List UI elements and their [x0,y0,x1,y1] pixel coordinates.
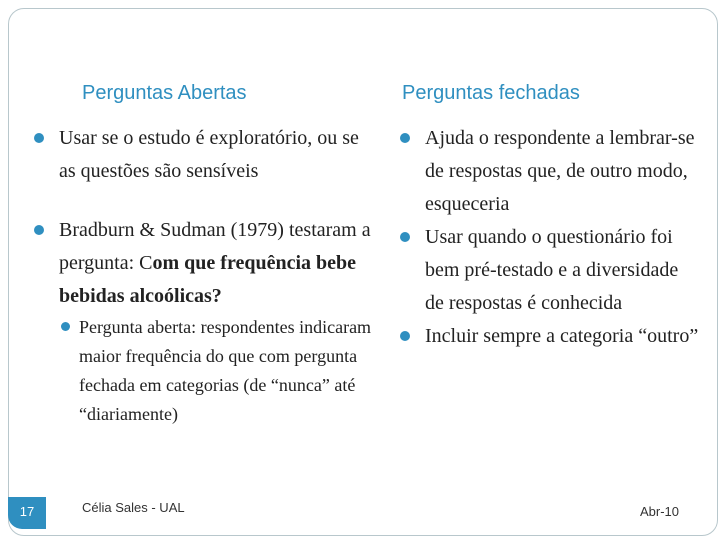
bullet-text: Ajuda o respondente a lembrar-se de respostas que, de outro modo, esqueceria [425,127,695,215]
sub-bullet-text: Pergunta aberta: respondentes indicaram maior frequência do que com pergunta fechada em categorias (de “nunca” até “diariamente) [79,317,372,424]
sub-list-item [59,313,374,429]
bullet-text-bold: om que frequência bebe bebidas alcoólicas? [59,252,357,307]
open-questions-list [34,122,374,429]
list-item [34,122,374,188]
list-item [400,122,700,221]
footer-author: Célia Sales - UAL [82,500,185,515]
list-item [400,221,700,320]
slide-number: 17 [8,497,46,529]
closed-questions-list [400,122,700,353]
footer-date: Abr-10 [640,504,680,519]
list-item [34,214,374,429]
sub-list [59,313,374,429]
bullet-text: Usar quando o questionário foi bem pré-testado e a diversidade de respostas é conhecida [425,226,679,314]
bullet-text: Usar se o estudo é exploratório, ou se as questões são sensíveis [59,127,359,182]
left-column-heading: Perguntas Abertas [82,82,247,104]
bullet-text: Incluir sempre a categoria “outro” [425,325,699,347]
bullet-text: Bradburn & Sudman (1979) testaram a pergunta: C [59,219,371,274]
right-column-heading: Perguntas fechadas [402,82,580,104]
list-item [400,320,700,353]
